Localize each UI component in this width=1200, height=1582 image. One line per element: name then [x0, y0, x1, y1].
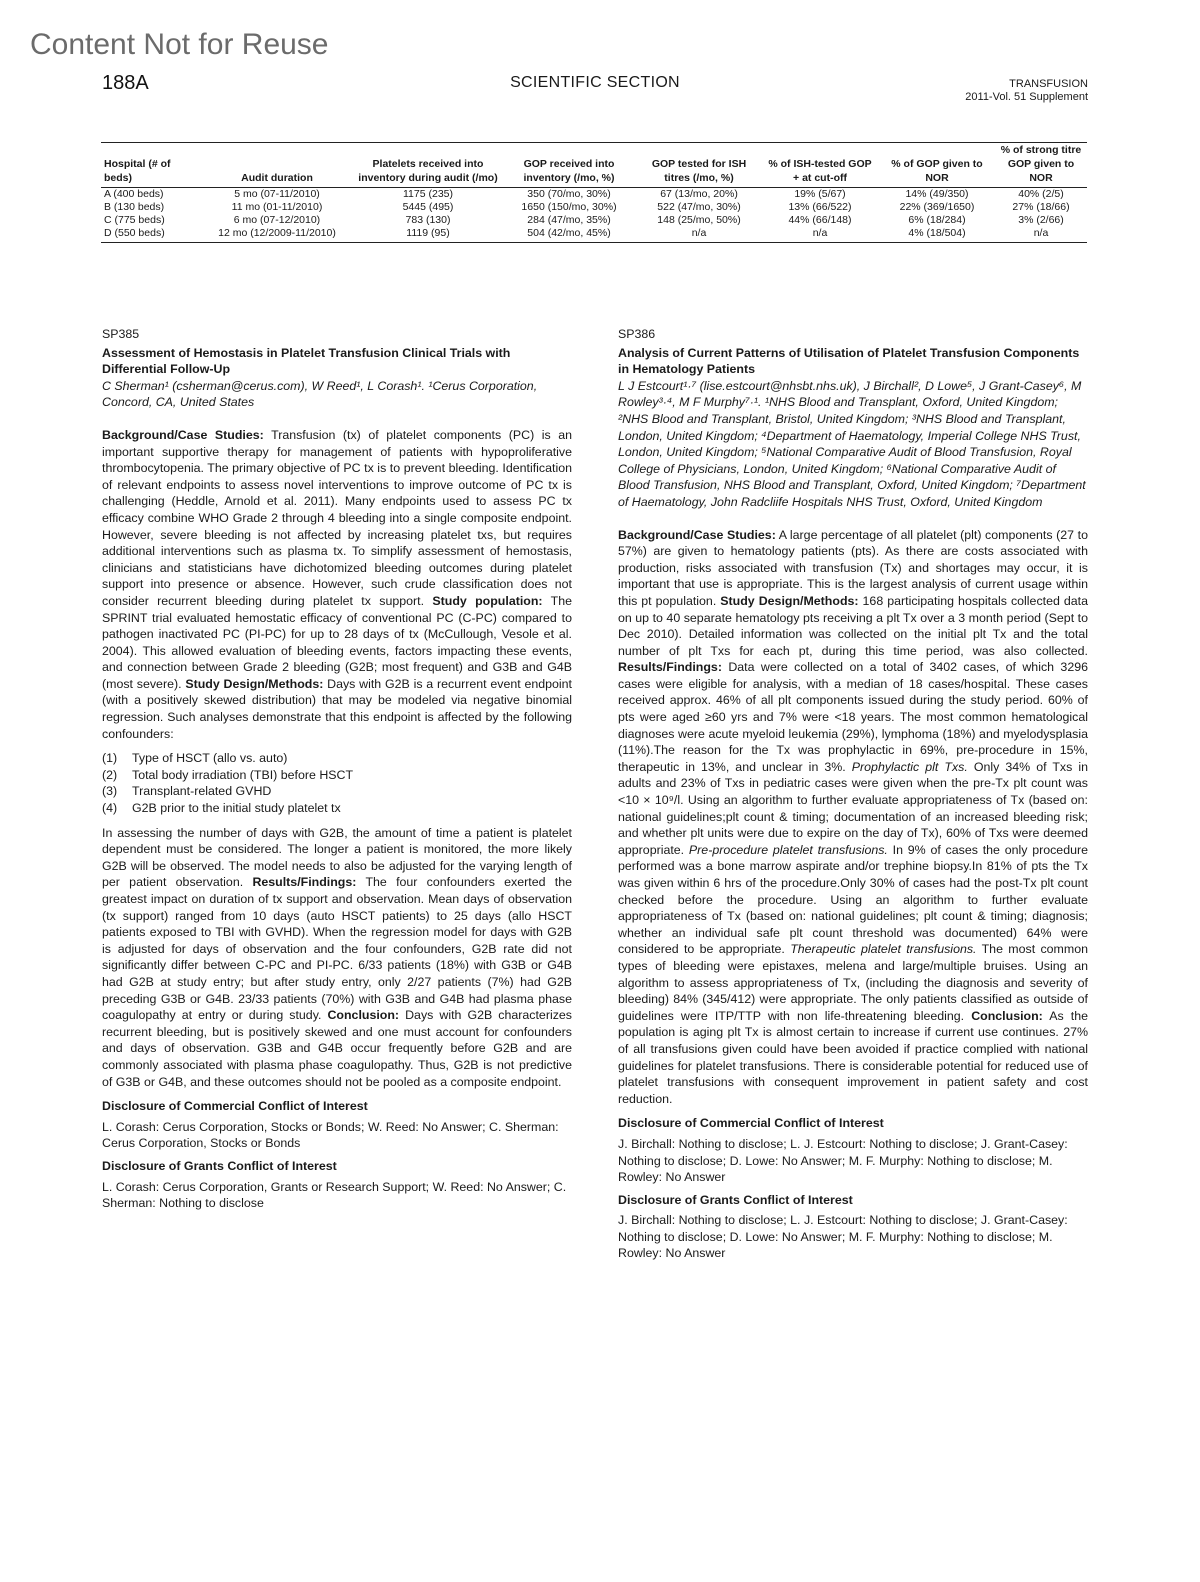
disclosure-text: J. Birchall: Nothing to disclose; L. J. Estcourt: Nothing to disclose; J. Grant-Casey: Nothing to disclose; D. Lowe: No Answer; M. F. Murphy: Nothing to disclose; M. Rowley: No Answer — [618, 1213, 1068, 1261]
audit-table — [101, 142, 1087, 243]
list-item — [102, 800, 572, 817]
list-text: Total body irradiation (TBI) before HSCT — [132, 767, 354, 782]
list-item — [102, 783, 572, 800]
section-label: Background/Case Studies: — [102, 427, 264, 442]
abstract-authors: L J Estcourt¹·⁷ (lise.estcourt@nhsbt.nhs.uk), J Birchall², D Lowe⁵, J Grant-Casey⁶, M Rowley³·⁴, M F Murphy⁷·¹. ¹NHS Blood and Transplant, Oxford, United Kingdom; ²NHS Blood and Transplant, Bristol, United Kingdom; ³NHS Blood and Transplant, London, United Kingdom; ⁴Department of Haematology, Imperial College NHS Trust, London, United Kingdom; ⁵National Comparative Audit of Blood Transfusion, Royal College of Physicians, London, United Kingdom; ⁶National Comparative Audit of Blood Transfusion, NHS Blood and Transplant, Oxford, United Kingdom; ⁷Department of Haematology, John Radcliife Hospitals NHS Trust, Oxford, United Kingdom — [618, 378, 1086, 509]
table-cell: 3% (2/66) — [1018, 214, 1064, 226]
table-cell: 44% (66/148) — [788, 214, 852, 226]
section-label: Results/Findings: — [252, 875, 357, 890]
table-cell: 14% (49/350) — [905, 188, 969, 200]
list-item — [102, 767, 572, 784]
column-header: % of GOP given to NOR — [879, 143, 995, 188]
section-text: The most common types of bleeding were epistaxes, melena and large/multiple bruises. Using an algorithm to assess appropriateness of Tx, (including the diagnosis and severity of bleeding) 84% (345/412) were appropriate. The only patients classified as outside of guidelines were ITP/TTP with non life-threatening bleeding. — [618, 942, 1088, 1023]
section-label: Study Design/Methods: — [185, 676, 324, 691]
column-header: Audit duration — [199, 143, 355, 188]
journal-info — [965, 78, 1088, 104]
table-cell: 13% (66/522) — [788, 201, 852, 213]
abstract-title: Assessment of Hemostasis in Platelet Transfusion Clinical Trials with Differential Follow-Up — [102, 345, 511, 377]
section-text: Days with G2B characterizes recurrent bleeding, but is positively skewed and one must account for confounders and days of observation. G3B and G4B occur frequently before G2B and are commonly associated with plasma phase coagulopathy. Thus, G2B is not predictive of G3B or G4B, and these outcomes should not be pooled as a composite endpoint. — [102, 1008, 572, 1089]
table-cell: C (775 beds) — [104, 214, 165, 226]
abstract-body — [618, 527, 1088, 1108]
list-number: (4) — [102, 801, 118, 816]
column-header: % of ISH-tested GOP + at cut-off — [761, 143, 879, 188]
table-cell: 4% (18/504) — [879, 227, 995, 243]
disclosure-heading: Disclosure of Grants Conflict of Interest — [102, 1158, 337, 1173]
section-label: Results/Findings: — [618, 660, 722, 675]
table-cell: 6 mo (07-12/2010) — [233, 214, 321, 226]
list-text: Type of HSCT (allo vs. auto) — [132, 751, 288, 766]
section-text: As the population is aging plt Tx is almost certain to increase if current use continues. 27% of all transfusions given could have been avoided if practice complied with national guidelines for platelet transfusions. There is considerable potential for reduced use of platelet transfusions with consequent improvement in patient safety and cost reduction. — [618, 1008, 1088, 1106]
section-label: Study Design/Methods: — [720, 593, 859, 608]
subsection-label: Prophylactic plt Txs. — [851, 759, 968, 774]
subsection-label: Pre-procedure platelet transfusions. — [688, 842, 888, 857]
watermark: Content Not for Reuse — [30, 28, 329, 61]
section-text: The four confounders exerted the greatest impact on duration of tx support and observation. Mean days of observation (tx support) ranged from 10 days (auto HSCT patients) to 25 days (allo HSCT patients exposed to TBI with GVHD). When the regression model for days with G2B is adjusted for days of observation and the four confounders, G2B rate did not significantly differ between C-PC and PI-PC. 6/33 patients (18%) with G3B or G4B had G2B at study entry; but after study entry, only 2/27 patients (7%) had G2B preceding G3B or G4B. 23/33 patients (70%) with G3B and G4B had plasma phase coagulopathy at entry or during study. — [102, 875, 572, 1023]
disclosure-heading: Disclosure of Grants Conflict of Interest — [618, 1192, 853, 1207]
table-cell: n/a — [637, 227, 761, 243]
abstract-sp385 — [102, 326, 572, 1218]
column-header: GOP received into inventory (/mo, %) — [501, 143, 637, 188]
section-text: In 9% of cases the only procedure performed was a bone marrow aspirate and/or trephine biopsy.In 81% of pts the Tx was given within 6 hrs of the procedure.Only 30% of cases had the post-Tx plt count checked before the procedure. Using an algorithm to further evaluate appropriateness of Tx (based on: national guidelines; plt count & timing; diagnosis; whether an individual safe plt count threshold was documented) 64% were considered to be appropriate. — [618, 842, 1088, 957]
table-cell: 6% (18/284) — [908, 214, 966, 226]
section-label: Conclusion: — [327, 1008, 400, 1023]
section-text: Only 34% of Txs in adults and 23% of Txs in pediatric cases were given when the pre-Tx plt count was <10 × 10⁹/l. Using an algorithm to further evaluate appropriateness of Tx (based on: national guidelines;plt count & timing; documentation of an increased bleeding risk; and whether plt units were due to expire on the day of Tx), 60% of Txs were deemed appropriate. — [618, 759, 1088, 857]
disclosure-heading: Disclosure of Commercial Conflict of Interest — [618, 1116, 884, 1131]
column-header: Hospital (# of beds) — [101, 143, 199, 188]
section-label: Background/Case Studies: — [618, 527, 776, 542]
table-row — [101, 188, 1087, 202]
section-label: Conclusion: — [971, 1008, 1043, 1023]
journal-volume: 2011-Vol. 51 Supplement — [965, 91, 1088, 103]
page-number: 188A — [102, 72, 149, 94]
abstract-body — [102, 825, 572, 1091]
abstract-authors: C Sherman¹ (csherman@cerus.com), W Reed¹, L Corash¹. ¹Cerus Corporation, Concord, CA, United States — [102, 378, 538, 410]
table-cell: n/a — [995, 227, 1087, 243]
table-cell: 504 (42/mo, 45%) — [501, 227, 637, 243]
section-label: Study population: — [432, 593, 543, 608]
table-cell: 40% (2/5) — [1018, 188, 1064, 200]
confounder-list — [102, 750, 572, 816]
table-cell: B (130 beds) — [104, 201, 165, 213]
section-title: SCIENTIFIC SECTION — [510, 74, 680, 91]
list-number: (3) — [102, 784, 118, 799]
page-header — [102, 72, 1088, 112]
disclosure-text: J. Birchall: Nothing to disclose; L. J. Estcourt: Nothing to disclose; J. Grant-Casey: Nothing to disclose; D. Lowe: No Answer; M. F. Murphy: Nothing to disclose; M. Rowley: No Answer — [618, 1136, 1068, 1185]
abstract-id: SP385 — [102, 327, 140, 341]
abstract-sp386 — [618, 326, 1088, 1268]
table-row — [101, 201, 1087, 214]
table-cell: 522 (47/mo, 30%) — [657, 201, 741, 213]
table-cell: 5 mo (07-11/2010) — [234, 188, 320, 200]
table-cell: 284 (47/mo, 35%) — [527, 214, 611, 226]
table-cell: 19% (5/67) — [794, 188, 846, 200]
section-text: A large percentage of all platelet (plt) components (27 to 57%) are given to hematology patients (pts). As there are costs associated with production, risks associated with transfusion (Tx) and shortages may occur, it is important that use is appropriate. This is the largest analysis of current usage within this pt population. — [618, 527, 1088, 608]
table-header-row — [101, 143, 1087, 188]
table-row — [101, 214, 1087, 227]
list-item — [102, 750, 572, 767]
list-number: (2) — [102, 767, 118, 782]
table-cell: D (550 beds) — [101, 227, 199, 243]
table-cell: n/a — [761, 227, 879, 243]
section-text: Days with G2B is a recurrent event endpoint (with a positively skewed distribution) that may be modeled via negative binomial regression. Such analyses demonstrate that this endpoint is affected by the following confounders: — [102, 676, 573, 741]
subsection-label: Therapeutic platelet transfusions. — [790, 942, 977, 957]
table-cell: 5445 (495) — [402, 201, 454, 213]
table-cell: 67 (13/mo, 20%) — [660, 188, 738, 200]
section-text: Data were collected on a total of 3402 cases, of which 3296 cases were eligible for analysis, with a median of 18 cases/hospital. These cases received approx. 46% of all plt components issued during the study period. 60% of pts were aged ≥60 yrs and 7% were <18 years. The most common hematological diagnoses were acute myeloid leukemia (29%), lymphoma (18%) and myelodysplasia (11%).The reason for the Tx was prophylactic in 69%, pre-procedure in 15%, therapeutic in 13%, and unclear in 3%. — [618, 660, 1088, 774]
table-cell: 12 mo (12/2009-11/2010) — [199, 227, 355, 243]
column-header: % of strong titre GOP given to NOR — [995, 143, 1087, 188]
table-cell: 1119 (95) — [355, 227, 501, 243]
disclosure-heading: Disclosure of Commercial Conflict of Interest — [102, 1099, 368, 1114]
journal-name: TRANSFUSION — [1009, 78, 1088, 90]
table-cell: 1650 (150/mo, 30%) — [521, 201, 617, 213]
table-cell: 148 (25/mo, 50%) — [657, 214, 741, 226]
list-number: (1) — [102, 751, 118, 766]
column-header: GOP tested for ISH titres (/mo, %) — [637, 143, 761, 188]
table-cell: A (400 beds) — [104, 188, 164, 200]
section-text: In assessing the number of days with G2B, the amount of time a patient is platelet dependent must be considered. The longer a patient is monitored, the more likely G2B will be observed. The model needs to also be adjusted for the varying length of per patient observation. — [102, 825, 572, 890]
section-text: The SPRINT trial evaluated hemostatic efficacy of conventional PC (C-PC) compared to pathogen inactivated PC (PI-PC) for up to 28 days of tx (McCullough, Vesole et al. 2004). This allowed evaluation of bleeding events, factors impacting these events, and connection between Grade 2 bleeding (G2B; most frequent) and G3B and G4B (most severe). — [102, 593, 572, 691]
table-row — [101, 227, 1087, 243]
abstract-id: SP386 — [618, 327, 656, 341]
abstract-body — [102, 427, 572, 742]
table-cell: 350 (70/mo, 30%) — [527, 188, 611, 200]
disclosure-text: L. Corash: Cerus Corporation, Stocks or Bonds; W. Reed: No Answer; C. Sherman: Cerus Corporation, Stocks or Bonds — [102, 1119, 559, 1151]
section-text: Transfusion (tx) of platelet components (PC) is an important supportive therapy for management of patients with hypoproliferative thrombocytopenia. The primary objective of PC tx is to prevent bleeding. Identification of relevant endpoints to assess novel interventions to improve outcome of PC tx is challenging (Heddle, Arnold et al. 2011). Many endpoints used to assess PC tx efficacy combine WHO Grade 2 through 4 bleeding into a single composite endpoint. However, severe bleeding is not affected by increasing platelet txs, but requires additional interventions such as plasma tx. To simplify assessment of hemostasis, clinicians and statisticians have dichotomized bleeding outcomes during platelet support into presence or absence. However, such crude classification does not consider recurrent bleeding during platelet tx support. — [102, 427, 572, 608]
table-cell: 22% (369/1650) — [899, 201, 975, 213]
table-cell: 11 mo (01-11/2010) — [231, 201, 323, 213]
table-cell: 27% (18/66) — [1012, 201, 1070, 213]
section-text: 168 participating hospitals collected data on up to 40 separate hematology pts receiving a plt Tx over a 3 month period (Sept to Dec 2010). Detailed information was collected on the initial plt Tx and the total number of plt Txs for each pt, during this time period, was also collected. — [618, 593, 1088, 658]
list-text: G2B prior to the initial study platelet tx — [132, 801, 341, 816]
list-text: Transplant-related GVHD — [132, 784, 272, 799]
abstract-title: Analysis of Current Patterns of Utilisation of Platelet Transfusion Components in Hematology Patients — [618, 345, 1080, 377]
table-cell: 783 (130) — [405, 214, 451, 226]
table-cell: 1175 (235) — [402, 188, 453, 200]
column-header: Platelets received into inventory during audit (/mo) — [355, 143, 501, 188]
disclosure-text: L. Corash: Cerus Corporation, Grants or Research Support; W. Reed: No Answer; C. Sherman: Nothing to disclose — [102, 1179, 567, 1211]
